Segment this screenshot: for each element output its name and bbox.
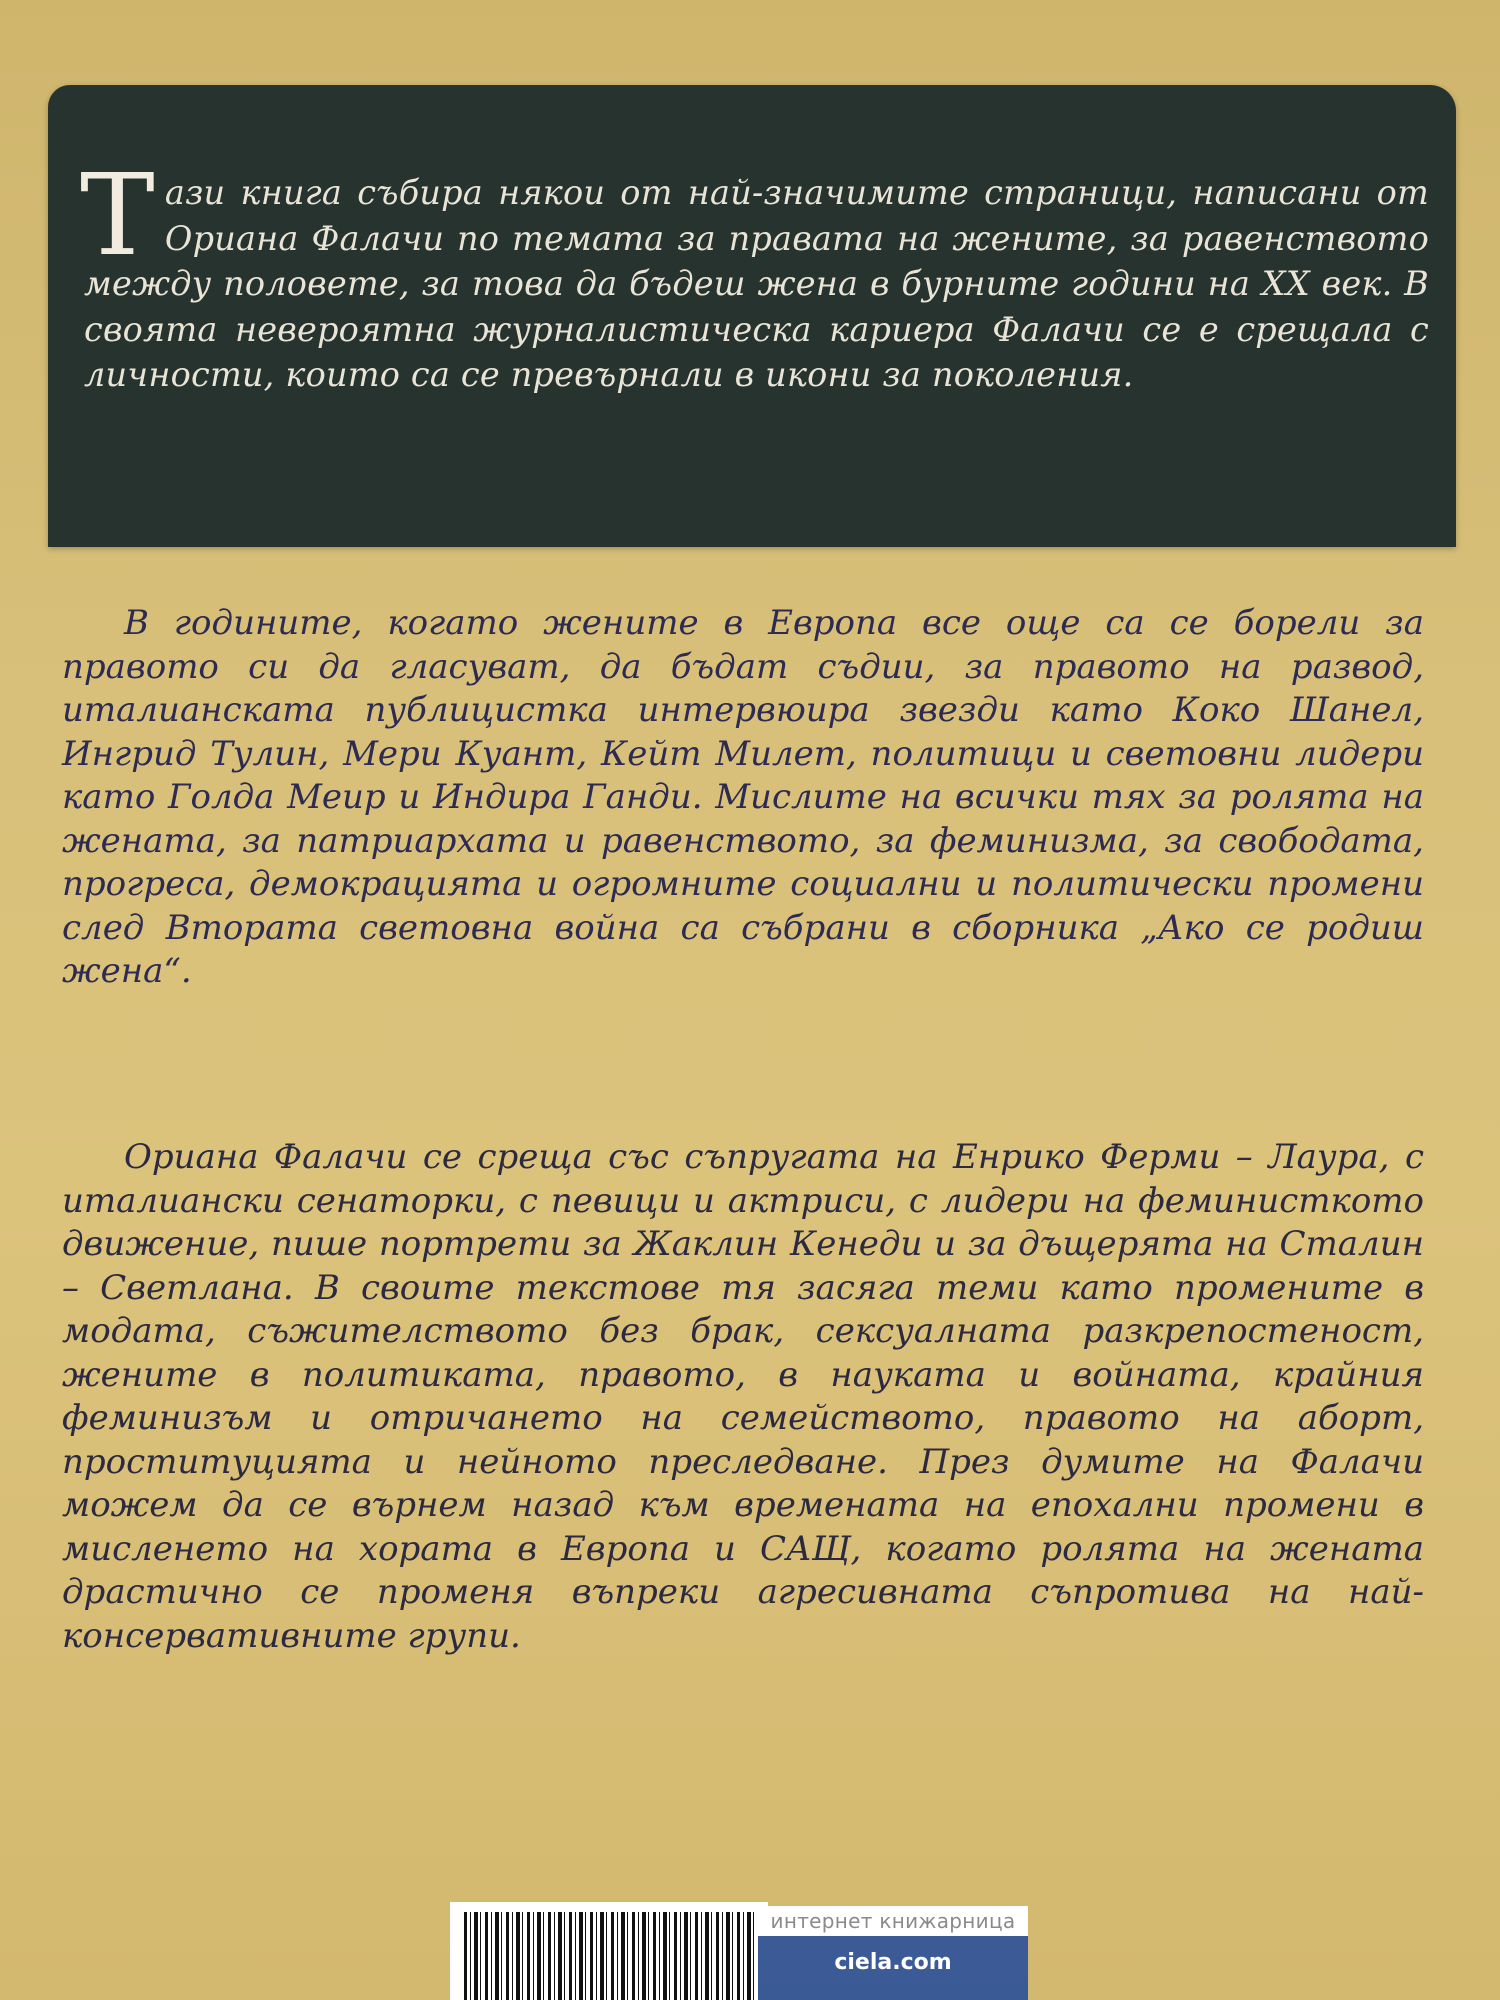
store-sticker-label: интернет книжарница (758, 1906, 1028, 1936)
description-paragraph-1: В годините, когато жените в Европа все още са се борели за правото си да гласуват, да бъдат съдии, за правото на развод, италианската публицистка интервюира звезди като Коко Шанел, Ингрид Тулин, Мери Куант, Кейт Милет, политици и световни лидери като Голда Меир и Индира Ганди. Мислите на всички тях за ролята на жената, за патриархата и равенството, за феминизма, за свободата, прогреса, демокрацията и огромните социални и политически промени след Втората световна война са събрани в сборника „Ако се родиш жена“. (62, 603, 1424, 991)
barcode (450, 1902, 768, 2000)
description-paragraph-2: Ориана Фалачи се среща със съпругата на Енрико Ферми – Лаура, с италиански сенаторки, с певици и актриси, с лидери на феминисткото движение, пише портрети за Жаклин Кенеди и за дъщерята на Сталин – Светлана. В своите текстове тя засяга теми като промените в модата, съжителството без брак, сексуалната разкрепостеност, жените в политиката, правото, в науката и войната, крайния феминизъм и отричането на семейството, правото на аборт, проституцията и нейното преследване. През думите на Фалачи можем да се върнем назад към времената на епохални промени в мисленето на хората в Европа и САЩ, когато ролята на жената драстично се променя въпреки агресивната съпротива на най-консервативните групи. (62, 1137, 1424, 1656)
store-sticker-site: ciela.com (758, 1936, 1028, 2000)
barcode-bars (464, 1912, 760, 2000)
summary-text: Тази книга събира някои от най-значимите страници, написани от Ориана Фалачи по темата за правата на жените, за равенството между половете, за това да бъдеш жена в бурните години на XX век. В своята невероятна журналистическа кариера Фалачи се е срещала с личности, които са се превърнали в икони за поколения. (80, 151, 1429, 394)
